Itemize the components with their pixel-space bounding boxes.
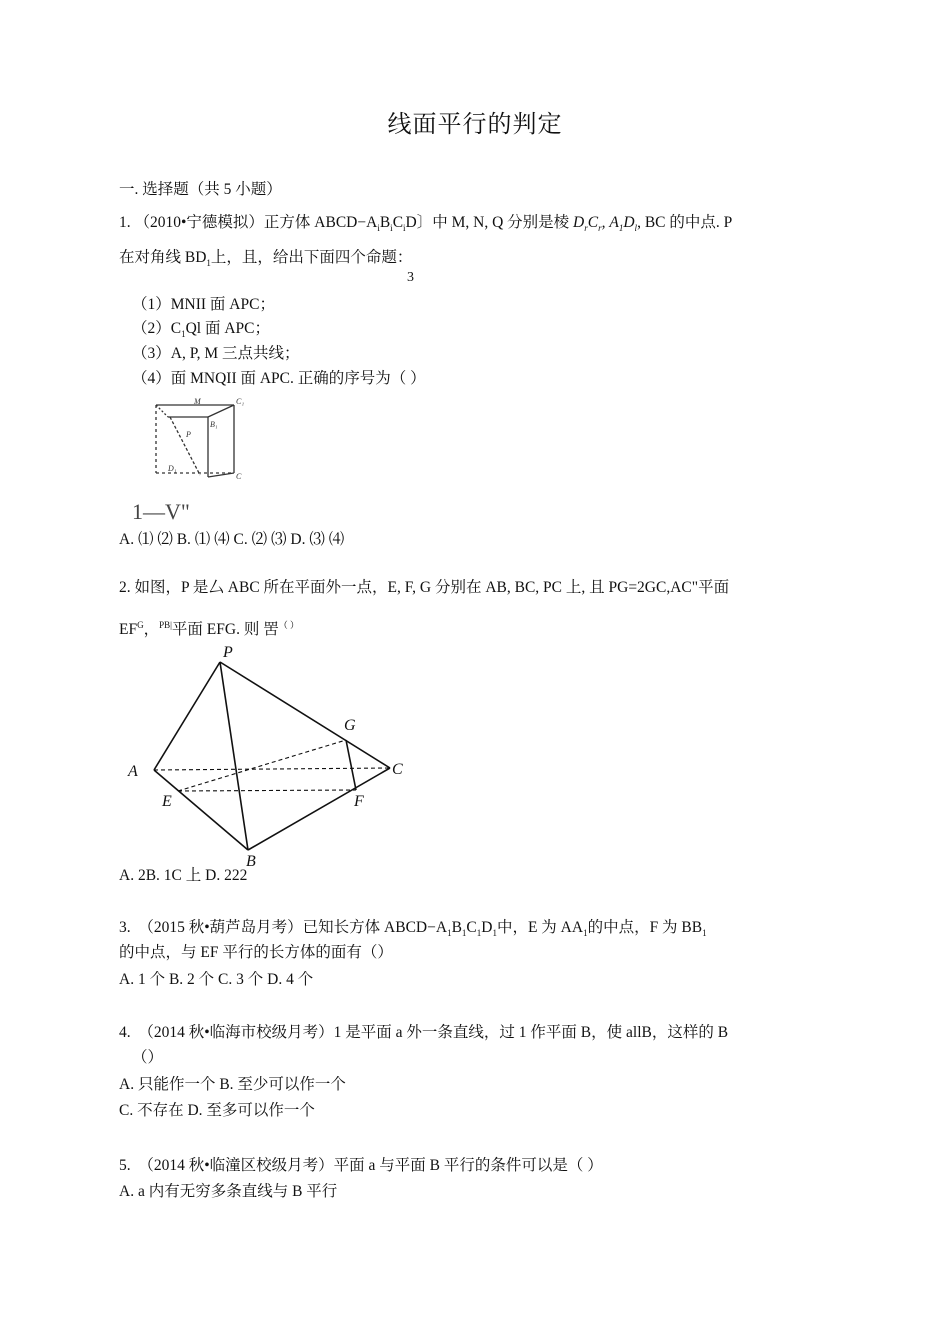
- cube-figure: [150, 395, 250, 485]
- q1-caption: 1—V": [132, 499, 190, 524]
- edge-label-2: $A_1D_l$: [609, 214, 638, 234]
- cube-edge-b1c1: [208, 405, 234, 417]
- edge-eg-hidden: [178, 740, 346, 791]
- q4-line1: 4. （2014 秋•临海市校级月考）1 是平面 a 外一条直线，过 1 作平面 B，使 allB，这样的 B: [119, 1024, 729, 1041]
- tetrahedron-figure: [120, 638, 420, 868]
- q5-line1: 5. （2014 秋•临潼区校级月考）平面 a 与平面 B 平行的条件可以是（ ）: [119, 1157, 603, 1174]
- cube-label-b1: B₁: [210, 420, 218, 429]
- tetra-label-e: E: [162, 793, 172, 810]
- edge-label-1: $D_rC_r$: [573, 214, 602, 234]
- edge-gf: [346, 740, 356, 790]
- q1-item-1: （1）MNII 面 APC；: [132, 296, 275, 313]
- q2-line1: 2. 如图，P 是厶 ABC 所在平面外一点，E, F, G 分别在 AB, BC, PC 上, 且 PG=2GC,AC"平面: [119, 579, 730, 596]
- page-title: 线面平行的判定: [387, 110, 563, 138]
- edge-ef-hidden: [178, 790, 356, 791]
- q1-line1: 1. （2010•宁德模拟）正方体 $ABCD-A_iB_iC_iD$〕中 M, N, Q 分别是棱 $D_rC_r$, $A_1D_l$, BC 的中点. P: [119, 214, 733, 234]
- q4-option-row2: C. 不存在 D. 至多可以作一个: [119, 1102, 315, 1119]
- tetra-label-c: C: [392, 761, 403, 778]
- tetra-label-a: A: [128, 763, 138, 780]
- cube-label-c1: C₁: [236, 397, 245, 406]
- edge-pc: [220, 662, 390, 768]
- q1-item-3: （3）A, P, M 三点共线；: [132, 345, 300, 362]
- tetra-label-g: G: [344, 717, 356, 734]
- q3-options: A. 1 个 B. 2 个 C. 3 个 D. 4 个: [119, 971, 314, 988]
- tetra-label-f: F: [354, 793, 364, 810]
- edge-pa: [154, 662, 220, 770]
- cube-label-d1: D₁: [168, 464, 177, 473]
- q4-line2: （）: [132, 1049, 164, 1066]
- q3-line1: 3. （2015 秋•葫芦岛月考）已知长方体 $ABCD-A_1B_1C_1D_1$中，E 为 $AA_1$的中点，F 为 $BB_1$: [119, 919, 707, 939]
- cube-label-c: C: [236, 472, 242, 481]
- q2-line2: $EF^G$，$^{PB|}$平面 EFG. 则 罟（ ）: [119, 620, 299, 639]
- edge-pb: [220, 662, 248, 850]
- tetra-label-p: P: [223, 644, 233, 661]
- edge-ac-hidden: [154, 768, 390, 770]
- q5-option-a: A. a 内有无穷多条直线与 B 平行: [119, 1183, 338, 1200]
- edge-bc: [248, 768, 390, 850]
- q4-option-row1: A. 只能作一个 B. 至少可以作一个: [119, 1076, 346, 1093]
- tetra-label-b: B: [246, 853, 256, 868]
- q1-line2: 在对角线 $BD_1$上，且，给出下面四个命题：: [119, 249, 413, 269]
- q1-fraction: 3: [407, 270, 414, 285]
- section-heading: 一. 选择题（共 5 小题）: [119, 181, 282, 198]
- q1-item-2: $(2)C_1Ql$ 面 APC；: [132, 320, 270, 340]
- q2-options: A. 2B. 1C 上 D. 222: [119, 867, 248, 884]
- q1-options: A. ⑴ ⑵ B. ⑴ ⑷ C. ⑵ ⑶ D. ⑶ ⑷: [119, 531, 345, 548]
- edge-ab: [154, 770, 248, 850]
- q3-line2: 的中点，与 EF 平行的长方体的面有（）: [119, 944, 393, 961]
- cube-label-p: P: [186, 430, 191, 439]
- cube-label-m: M: [194, 397, 201, 406]
- q1-item-4: （4）面 MNQII 面 APC. 正确的序号为（ ）: [132, 370, 426, 387]
